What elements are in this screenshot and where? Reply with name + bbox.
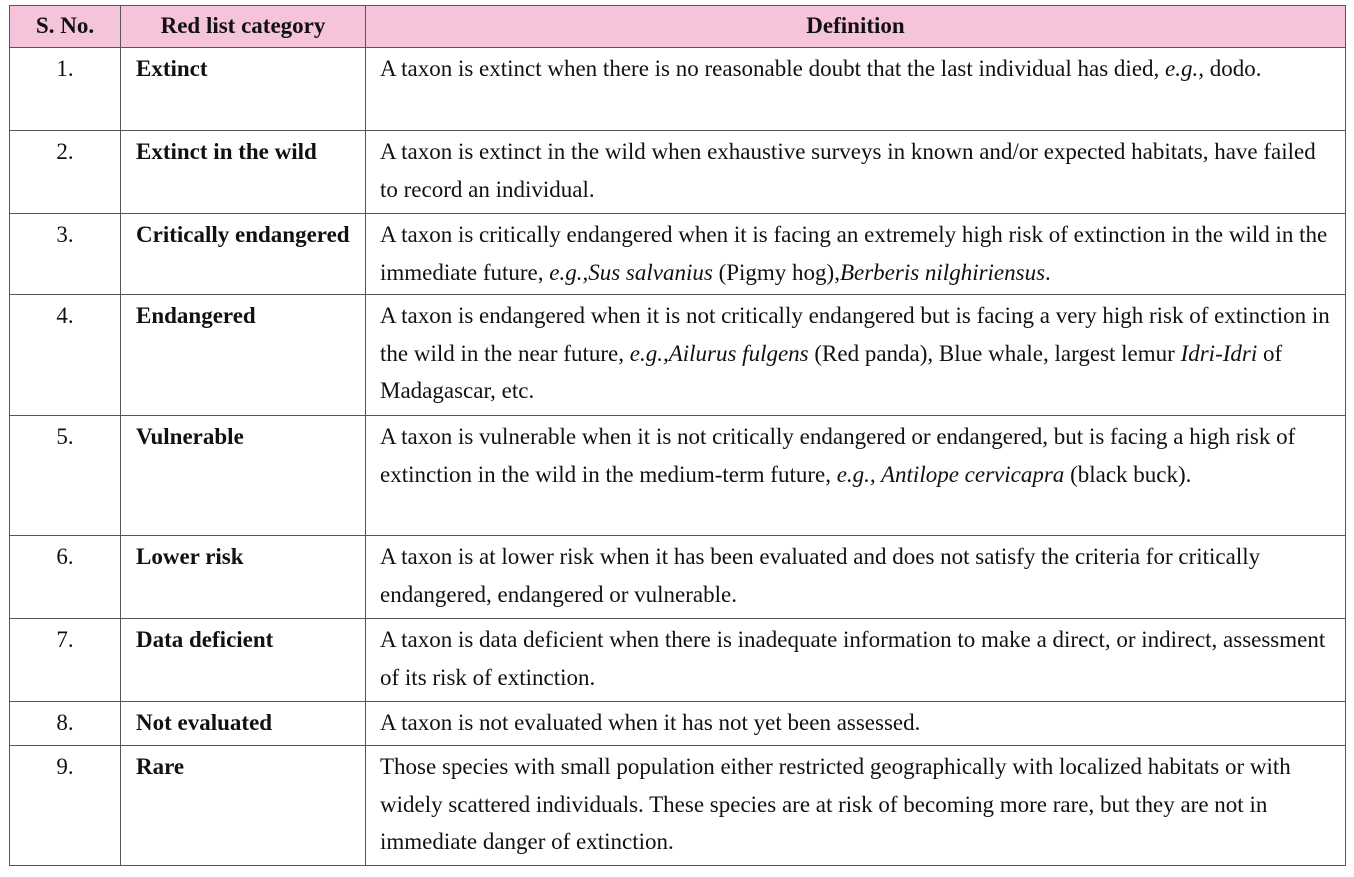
row-category: Vulnerable xyxy=(121,416,366,536)
row-category: Lower risk xyxy=(121,536,366,619)
row-number: 4. xyxy=(10,295,121,416)
definition-text: (Pigmy hog), xyxy=(712,259,840,285)
row-number: 7. xyxy=(10,619,121,702)
definition-text: A taxon is data deficient when there is inadequate information to make a direct, or indirect, assessment of its risk of extinction. xyxy=(380,627,1326,690)
definition-text: A taxon is extinct when there is no reasonable doubt that the last individual has died, xyxy=(380,56,1166,81)
table-row xyxy=(10,746,1346,866)
definition-italic: e.g., xyxy=(1165,56,1204,81)
row-definition xyxy=(366,702,1346,746)
table-row xyxy=(10,48,1346,131)
table-row xyxy=(10,702,1346,746)
row-number: 3. xyxy=(10,214,121,295)
definition-text: A taxon is endangered when it is not critically endangered but is facing a very high risk of extinction in the wild in the near future, xyxy=(380,303,1330,366)
definition-text: . xyxy=(1045,259,1051,285)
definition-italic: e.g.,Sus salvanius xyxy=(549,259,713,285)
row-number: 1. xyxy=(10,48,121,131)
definition-italic: e.g.,Ailurus fulgens xyxy=(629,340,809,366)
row-definition xyxy=(366,416,1346,536)
red-list-table xyxy=(9,5,1346,866)
row-definition xyxy=(366,619,1346,702)
table-row xyxy=(10,214,1346,295)
definition-text: A taxon is at lower risk when it has been evaluated and does not satisfy the criteria for critically endangered, endangered or vulnerable. xyxy=(380,544,1261,607)
header-sno: S. No. xyxy=(10,6,121,48)
row-category: Critically endangered xyxy=(121,214,366,295)
table-row xyxy=(10,131,1346,214)
row-definition xyxy=(366,746,1346,866)
row-definition xyxy=(366,48,1346,131)
definition-text: A taxon is vulnerable when it is not critically endangered or endangered, but is facing a high risk of extinction in the wild in the medium-term future, xyxy=(380,424,1296,487)
row-category: Rare xyxy=(121,746,366,866)
row-number: 9. xyxy=(10,746,121,866)
row-category: Endangered xyxy=(121,295,366,416)
table-row xyxy=(10,536,1346,619)
definition-text: Those species with small population either restricted geographically with localized habitats or with widely scattered individuals. These species are at risk of becoming more rare, but they are not in immediate danger of extinction. xyxy=(380,754,1291,854)
table-header-row xyxy=(10,6,1346,48)
row-definition xyxy=(366,131,1346,214)
row-category: Extinct in the wild xyxy=(121,131,366,214)
row-category: Data deficient xyxy=(121,619,366,702)
row-category: Extinct xyxy=(121,48,366,131)
definition-text: dodo. xyxy=(1204,56,1262,81)
row-number: 2. xyxy=(10,131,121,214)
definition-italic: Idri-Idri xyxy=(1180,340,1258,366)
definition-italic: e.g., Antilope cervicapra xyxy=(836,461,1065,487)
row-number: 5. xyxy=(10,416,121,536)
row-category: Not evaluated xyxy=(121,702,366,746)
row-number: 8. xyxy=(10,702,121,746)
header-definition: Definition xyxy=(366,6,1346,48)
table-row xyxy=(10,295,1346,416)
definition-text: of Madagascar, etc. xyxy=(380,340,1283,403)
row-definition xyxy=(366,214,1346,295)
row-number: 6. xyxy=(10,536,121,619)
definition-text: A taxon is critically endangered when it is facing an extremely high risk of extinction in the wild in the immediate future, xyxy=(380,222,1328,285)
definition-text: (Red panda), Blue whale, largest lemur xyxy=(808,340,1181,366)
row-definition xyxy=(366,536,1346,619)
definition-text: A taxon is extinct in the wild when exhaustive surveys in known and/or expected habitats, have failed to record an individual. xyxy=(380,139,1316,202)
row-definition xyxy=(366,295,1346,416)
table-row xyxy=(10,416,1346,536)
header-category: Red list category xyxy=(121,6,366,48)
definition-text: (black buck). xyxy=(1064,461,1192,487)
table-row xyxy=(10,619,1346,702)
definition-text: A taxon is not evaluated when it has not yet been assessed. xyxy=(380,710,921,735)
definition-italic: Berberis nilghiriensus xyxy=(839,259,1046,285)
